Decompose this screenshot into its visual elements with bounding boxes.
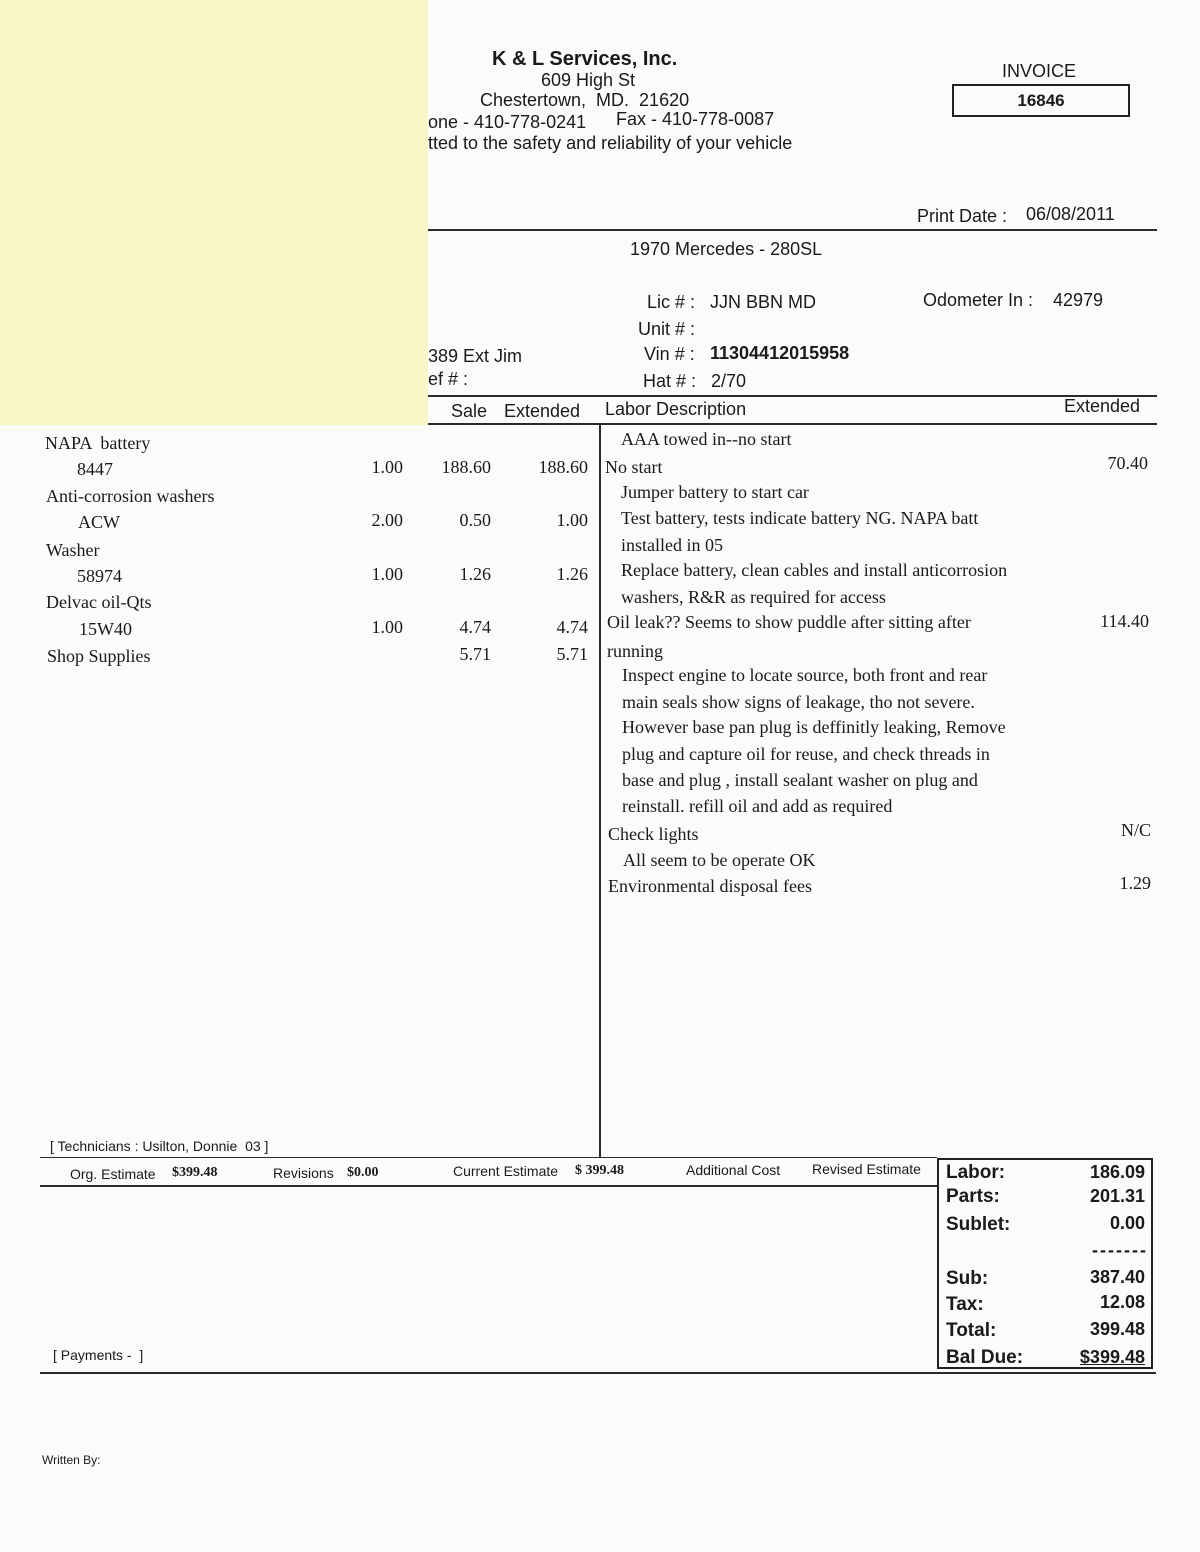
part-extended: 1.26	[556, 564, 588, 584]
revisions-label: Revisions	[273, 1165, 334, 1181]
labor-line: Replace battery, clean cables and install anticorrosion	[621, 560, 1008, 580]
labor-total-value: 186.09	[1089, 1162, 1145, 1182]
invoice-label: INVOICE	[1002, 61, 1077, 81]
col-labor-extended: Extended	[1064, 396, 1141, 416]
part-sale: 0.50	[459, 510, 491, 530]
part-code: 15W40	[79, 619, 132, 639]
customer-line-2: ef # :	[428, 369, 469, 389]
sub-total-value: 387.40	[1089, 1267, 1145, 1287]
total-label: Total:	[946, 1320, 997, 1341]
lic-value: JJN BBN MD	[710, 292, 817, 312]
part-sale: 5.71	[459, 644, 491, 664]
part-extended: 5.71	[556, 644, 588, 664]
current-estimate-label: Current Estimate	[453, 1163, 559, 1179]
print-date-value: 06/08/2011	[1026, 204, 1115, 224]
written-by: Written By:	[42, 1453, 101, 1467]
company-city: Chestertown, MD. 21620	[480, 90, 690, 110]
print-date-label: Print Date :	[917, 206, 1008, 226]
part-qty: 1.00	[371, 564, 403, 584]
col-extended: Extended	[504, 401, 581, 421]
part-sale: 188.60	[441, 457, 491, 477]
hat-value: 2/70	[711, 371, 747, 391]
labor-line: Oil leak?? Seems to show puddle after sitting after	[607, 612, 971, 632]
part-extended: 4.74	[556, 617, 588, 637]
labor-line: washers, R&R as required for access	[621, 587, 886, 607]
vin-value: 11304412015958	[710, 343, 850, 363]
vehicle-title: 1970 Mercedes - 280SL	[630, 239, 823, 259]
tax-value: 12.08	[1099, 1292, 1145, 1312]
vin-label: Vin # :	[644, 344, 695, 364]
labor-line: Check lights	[608, 824, 699, 844]
column-header-bottom-rule	[428, 423, 1157, 425]
company-phone: one - 410-778-0241	[428, 112, 587, 132]
unit-label: Unit # :	[638, 319, 696, 339]
estimates-rule	[40, 1185, 937, 1187]
part-qty: 1.00	[371, 457, 403, 477]
labor-line: All seem to be operate OK	[623, 850, 816, 870]
odometer-label: Odometer In :	[923, 290, 1034, 310]
labor-amount: 70.40	[1107, 453, 1148, 473]
labor-line: Test battery, tests indicate battery NG. NAPA batt	[621, 508, 979, 528]
invoice-number: 16846	[952, 84, 1130, 117]
labor-line: AAA towed in--no start	[621, 429, 792, 449]
labor-line: installed in 05	[621, 535, 723, 555]
hat-label: Hat # :	[643, 371, 697, 391]
part-name: Delvac oil-Qts	[46, 592, 152, 612]
part-qty: 2.00	[371, 510, 403, 530]
header-divider	[428, 229, 1157, 231]
additional-cost-label: Additional Cost	[686, 1162, 781, 1178]
lic-label: Lic # :	[647, 292, 696, 312]
column-header-top-rule	[428, 395, 1157, 397]
total-value: 399.48	[1089, 1319, 1145, 1339]
company-name: K & L Services, Inc.	[492, 48, 678, 70]
sublet-total-value: 0.00	[1109, 1213, 1145, 1233]
odometer-value: 42979	[1053, 290, 1104, 310]
labor-line: main seals show signs of leakage, tho not severe.	[622, 692, 975, 712]
technicians-rule	[40, 1157, 937, 1158]
labor-line: running	[607, 641, 663, 661]
labor-line: plug and capture oil for reuse, and check threads in	[622, 744, 990, 764]
labor-line: Inspect engine to locate source, both front and rear	[622, 665, 988, 685]
company-fax: Fax - 410-778-0087	[616, 109, 775, 129]
balance-due-value: $399.48	[1079, 1347, 1145, 1367]
revisions-value: $0.00	[347, 1165, 379, 1180]
labor-line: Environmental disposal fees	[608, 876, 812, 896]
part-code: 8447	[77, 459, 113, 479]
sublet-total-label: Sublet:	[946, 1214, 1011, 1235]
parts-total-value: 201.31	[1089, 1186, 1145, 1206]
part-code: ACW	[78, 512, 120, 532]
org-estimate-label: Org. Estimate	[70, 1166, 156, 1182]
parts-total-label: Parts:	[946, 1186, 1000, 1207]
sub-total-label: Sub:	[946, 1268, 989, 1289]
labor-amount: 114.40	[1100, 611, 1149, 631]
parts-labor-divider	[599, 423, 601, 1158]
part-name: NAPA battery	[45, 433, 151, 453]
balance-due-label: Bal Due:	[946, 1347, 1024, 1368]
part-code: 58974	[77, 566, 122, 586]
company-slogan: tted to the safety and reliability of your vehicle	[428, 133, 793, 153]
labor-amount: N/C	[1120, 820, 1151, 840]
part-sale: 1.26	[459, 564, 491, 584]
org-estimate-value: $399.48	[172, 1165, 218, 1180]
part-name: Washer	[46, 540, 100, 560]
labor-line: base and plug , install sealant washer on plug and	[622, 770, 978, 790]
current-estimate-value: $ 399.48	[575, 1163, 624, 1178]
part-name: Anti-corrosion washers	[46, 486, 215, 506]
labor-amount: 1.29	[1119, 873, 1151, 893]
technicians: [ Technicians : Usilton, Donnie 03 ]	[50, 1138, 269, 1154]
labor-line: No start	[605, 457, 663, 477]
customer-line-1: 389 Ext Jim	[428, 346, 523, 366]
part-extended: 188.60	[538, 457, 588, 477]
company-street: 609 High St	[541, 70, 636, 90]
payments-rule	[40, 1372, 1156, 1374]
labor-line: Jumper battery to start car	[621, 482, 809, 502]
labor-line: reinstall. refill oil and add as required	[622, 796, 893, 816]
part-qty: 1.00	[371, 617, 403, 637]
part-extended: 1.00	[556, 510, 588, 530]
totals-dashes: -------	[1092, 1240, 1148, 1260]
part-sale: 4.74	[459, 617, 491, 637]
part-name: Shop Supplies	[47, 646, 151, 666]
col-sale: Sale	[451, 401, 488, 421]
revised-estimate-label: Revised Estimate	[812, 1161, 921, 1177]
labor-total-label: Labor:	[946, 1162, 1006, 1183]
col-labor-description: Labor Description	[605, 399, 747, 419]
tax-label: Tax:	[946, 1294, 984, 1315]
sticky-note	[0, 0, 428, 425]
payments: [ Payments - ]	[53, 1347, 144, 1363]
labor-line: However base pan plug is deffinitly leaking, Remove	[622, 717, 1006, 737]
